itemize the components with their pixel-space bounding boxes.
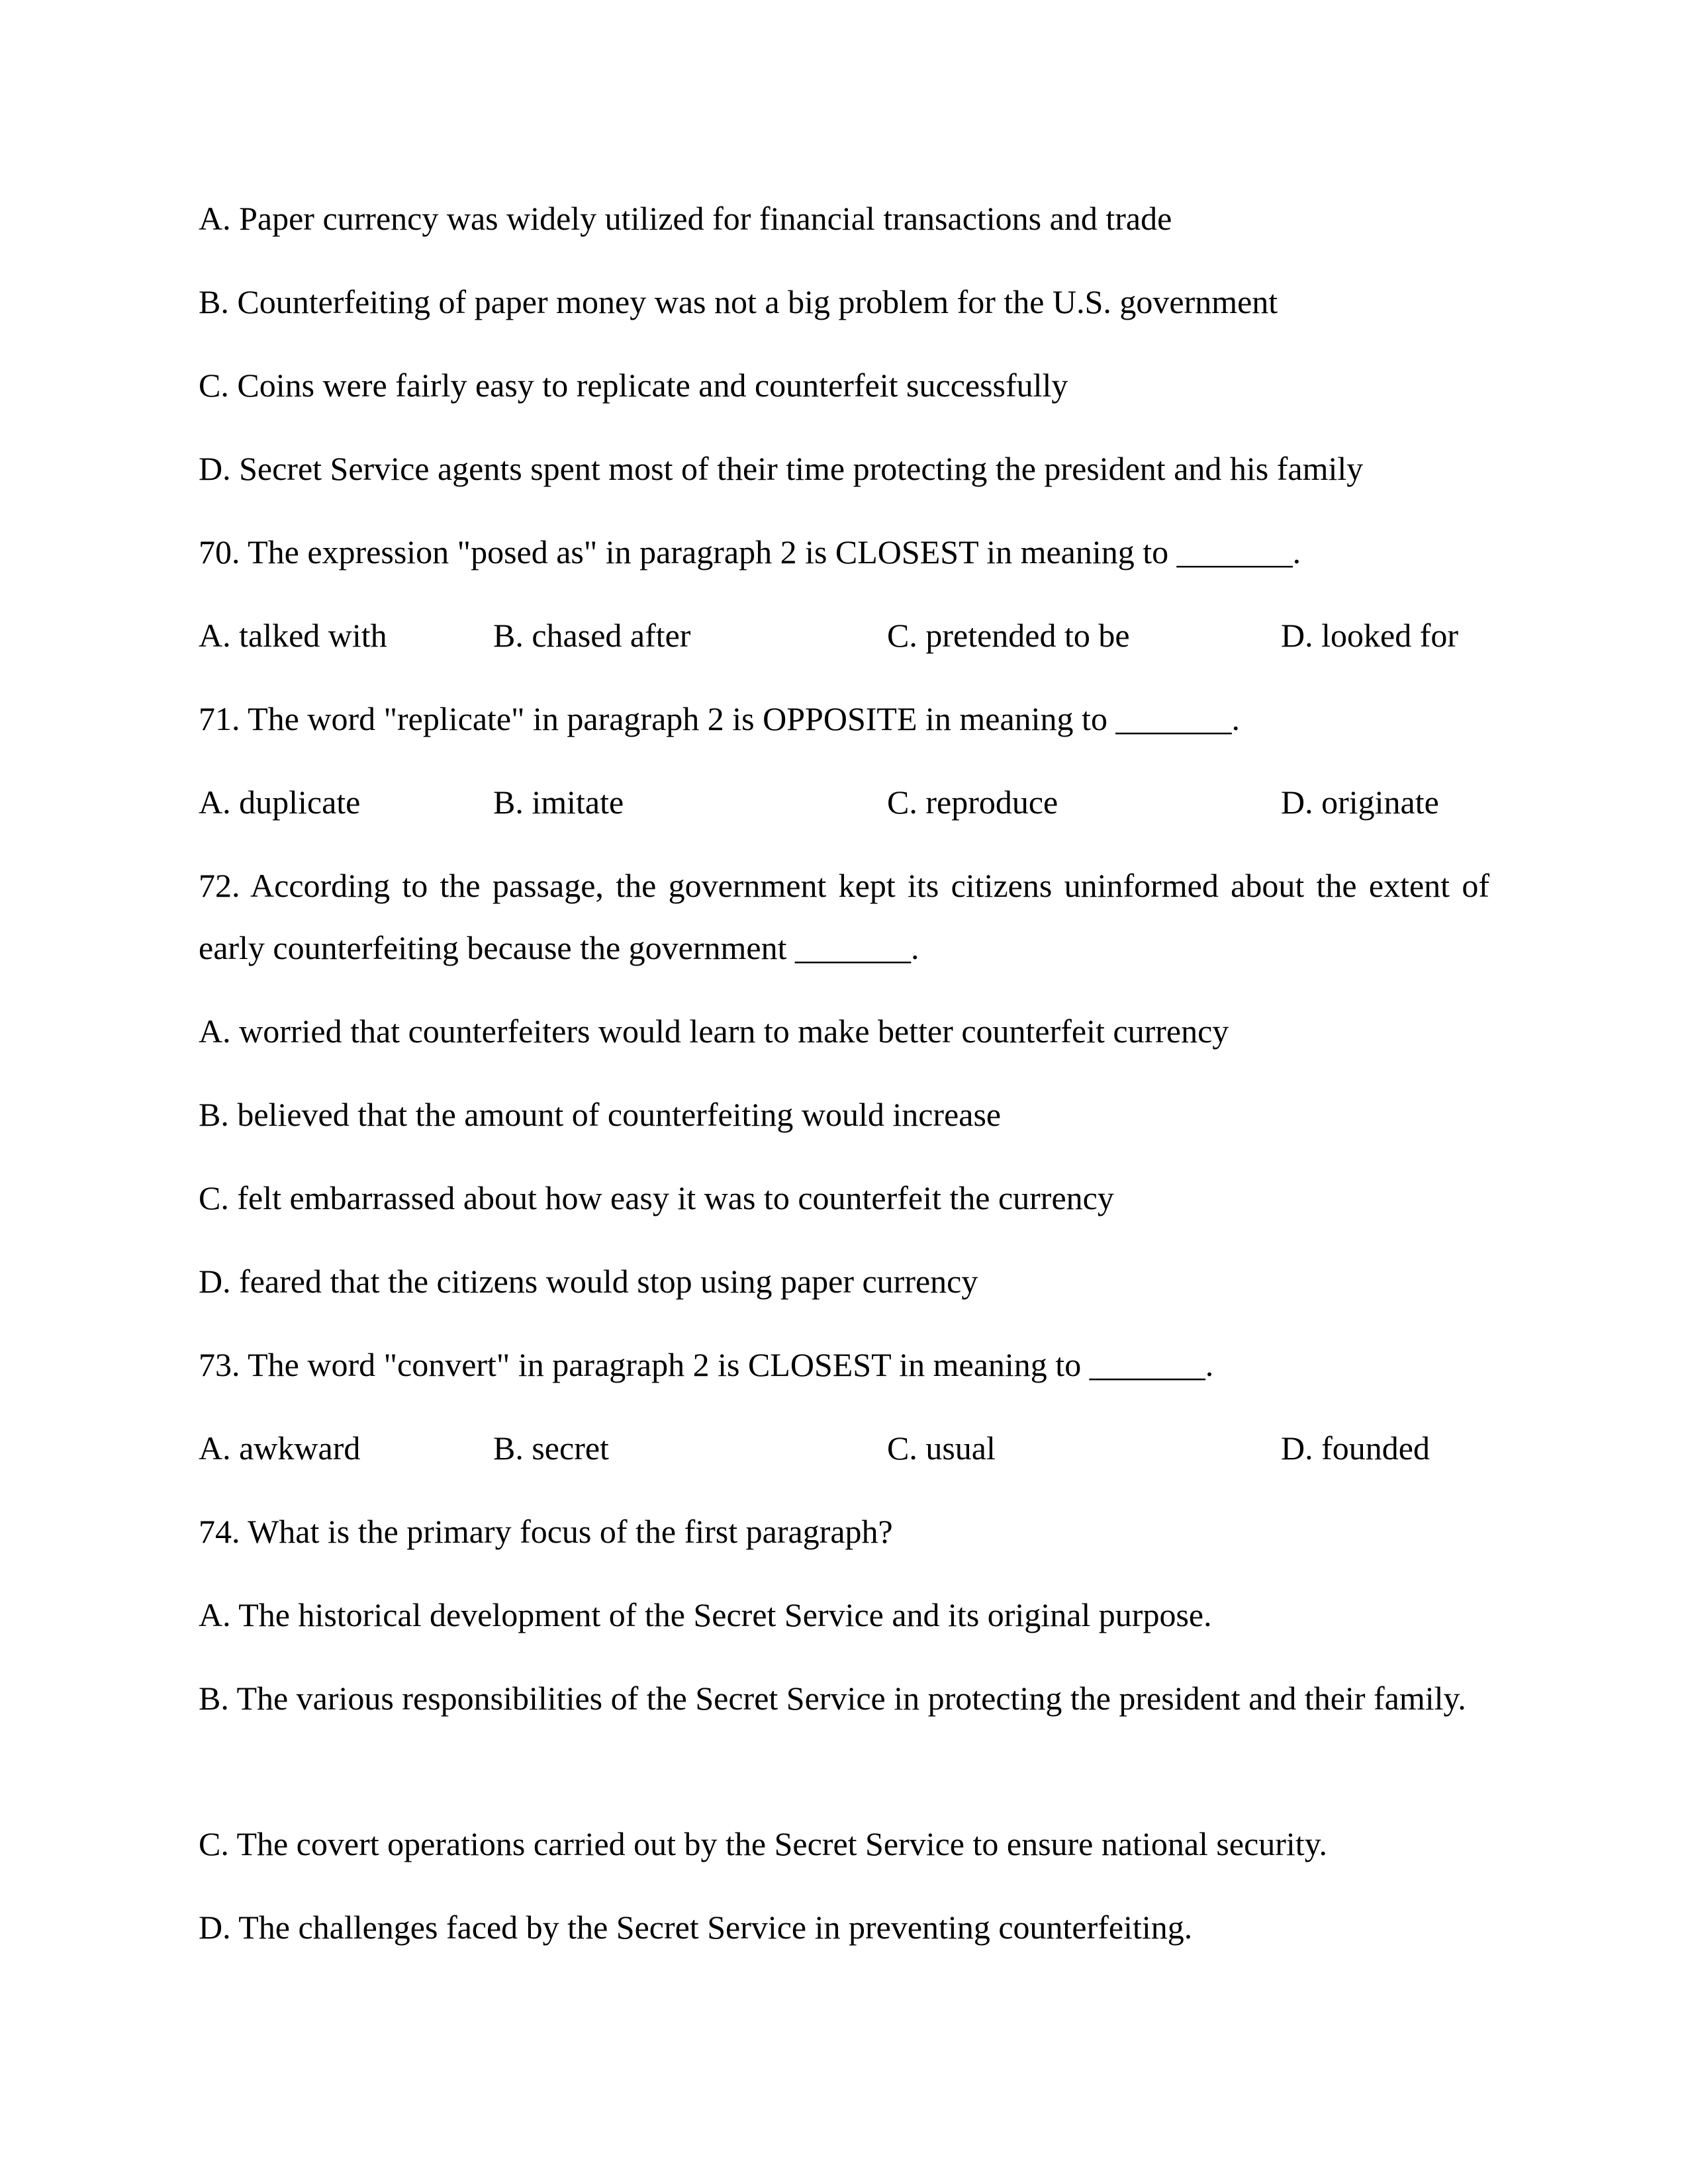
q70-option-d: D. looked for — [1281, 617, 1458, 654]
q74-option-d: D. The challenges faced by the Secret Service in preventing counterfeiting. — [199, 1909, 1193, 1946]
q71-option-d: D. originate — [1281, 784, 1439, 821]
question-71-options — [199, 771, 1489, 833]
q72-option-d: D. feared that the citizens would stop using paper currency — [199, 1263, 978, 1300]
q72-option-b: B. believed that the amount of counterfeiting would increase — [199, 1096, 1002, 1133]
q71-option-a: A. duplicate — [199, 784, 361, 821]
question-70: 70. The expression "posed as" in paragraph 2 is CLOSEST in meaning to _______. — [199, 533, 1301, 570]
q73-option-b: B. secret — [493, 1430, 609, 1467]
q74-option-c: C. The covert operations carried out by the Secret Service to ensure national security. — [199, 1825, 1327, 1862]
q71-option-c: C. reproduce — [887, 784, 1058, 821]
q73-option-d: D. founded — [1281, 1430, 1430, 1467]
q73-option-c: C. usual — [887, 1430, 996, 1467]
question-73: 73. The word "convert" in paragraph 2 is CLOSEST in meaning to _______. — [199, 1346, 1214, 1383]
q74-option-b: B. The various responsibilities of the Secret Service in protecting the president and their family. — [199, 1680, 1466, 1717]
q70-option-b: B. chased after — [493, 617, 691, 654]
q73-option-a: A. awkward — [199, 1430, 361, 1467]
q72-option-c: C. felt embarrassed about how easy it was to counterfeit the currency — [199, 1179, 1114, 1216]
q72-option-a: A. worried that counterfeiters would learn to make better counterfeit currency — [199, 1013, 1229, 1050]
prev-option-a: A. Paper currency was widely utilized for financial transactions and trade — [199, 200, 1172, 237]
prev-option-c: C. Coins were fairly easy to replicate and counterfeit successfully — [199, 367, 1068, 404]
q70-option-c: C. pretended to be — [887, 617, 1130, 654]
prev-option-d: D. Secret Service agents spent most of their time protecting the president and his family — [199, 450, 1364, 487]
question-71: 71. The word "replicate" in paragraph 2 is OPPOSITE in meaning to _______. — [199, 700, 1240, 737]
question-73-options — [199, 1417, 1489, 1479]
q71-option-b: B. imitate — [493, 784, 624, 821]
q70-option-a: A. talked with — [199, 617, 387, 654]
question-70-options — [199, 604, 1489, 666]
question-72: 72. According to the passage, the government kept its citizens uninformed about the extent of early counterfeiting because the government _______. — [199, 867, 1489, 966]
q74-option-a: A. The historical development of the Secret Service and its original purpose. — [199, 1596, 1212, 1633]
prev-option-b: B. Counterfeiting of paper money was not a big problem for the U.S. government — [199, 283, 1278, 320]
question-74: 74. What is the primary focus of the first paragraph? — [199, 1513, 893, 1550]
